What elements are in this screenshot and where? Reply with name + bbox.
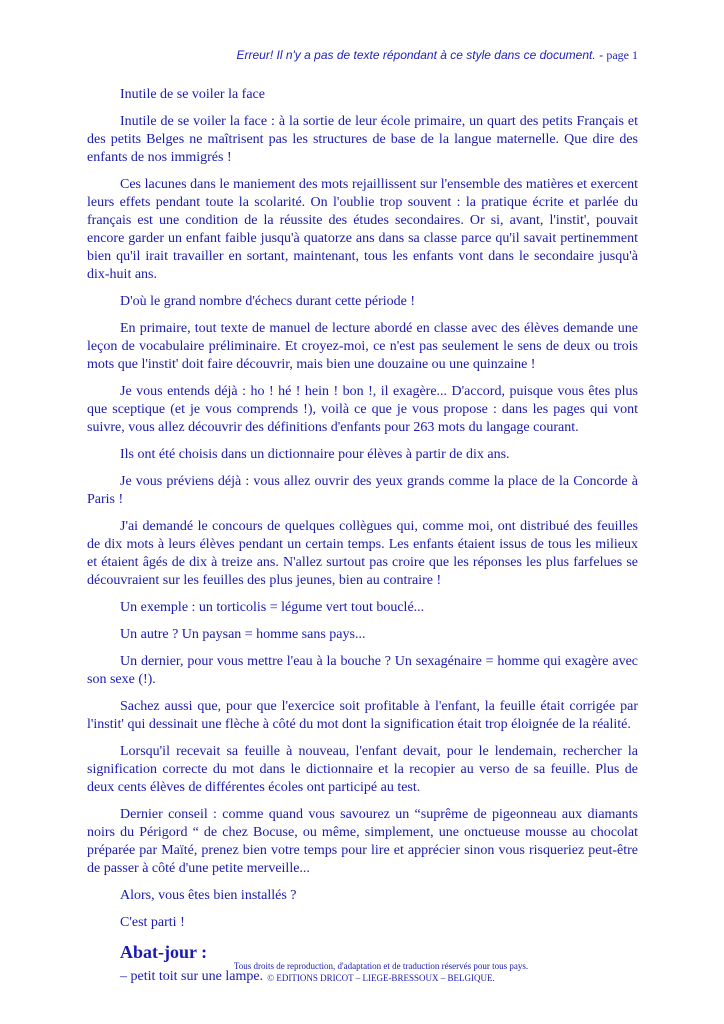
paragraph: Je vous entends déjà : ho ! hé ! hein ! bon !, il exagère... D'accord, puisque vous êtes plus que sceptique (et je vous comprends !), voilà ce que je vous propose : dans les pages qui vont suivre, vous allez découvrir des définitions d'enfants pour 263 mots du langage courant. bbox=[87, 384, 638, 435]
footer-rights-line: Tous droits de reproduction, d'adaptation et de traduction réservés pour tous pays. bbox=[233, 961, 529, 971]
paragraph: Un autre ? Un paysan = homme sans pays... bbox=[120, 627, 366, 642]
page-footer bbox=[0, 960, 724, 984]
paragraph: Inutile de se voiler la face : à la sortie de leur école primaire, un quart des petits Français et des petits Belges ne maîtrisent pas les structures de base de la langue maternelle. Que dire des enfants de nos immigrés ! bbox=[87, 114, 638, 165]
paragraph: Un dernier, pour vous mettre l'eau à la bouche ? Un sexagénaire = homme qui exagère avec son sexe (!). bbox=[87, 654, 638, 687]
footer-publisher-line: © EDITIONS DRICOT – LIEGE-BRESSOUX – BELGIQUE. bbox=[267, 973, 495, 983]
paragraph: Je vous préviens déjà : vous allez ouvrir des yeux grands comme la place de la Concorde à Paris ! bbox=[87, 474, 638, 507]
header-error-text: Erreur! Il n'y a pas de texte répondant à ce style dans ce document. bbox=[236, 48, 596, 62]
entry-heading: Abat-jour : bbox=[120, 942, 208, 962]
header-separator: - bbox=[595, 48, 607, 62]
paragraph: Alors, vous êtes bien installés ? bbox=[120, 888, 297, 903]
paragraph: Ces lacunes dans le maniement des mots rejaillissent sur l'ensemble des matières et exercent leurs effets pendant toute la scolarité. On l'oublie trop souvent : la pratique écrite et parlée du français est une condition de la réussite des études secondaires. Or si, avant, l'instit', pouvait encore garder un enfant faible jusqu'à quatorze ans dans sa classe parce qu'il savait pertinemment bien qu'il irait travailler en sortant, maintenant, tous les enfants vont dans le secondaire jusqu'à dix-huit ans. bbox=[87, 177, 638, 282]
paragraph: Ils ont été choisis dans un dictionnaire pour élèves à partir de dix ans. bbox=[120, 447, 510, 462]
paragraph: D'où le grand nombre d'échecs durant cette période ! bbox=[120, 294, 416, 309]
entry-definition: – petit toit sur une lampe. bbox=[120, 969, 264, 984]
paragraph: Inutile de se voiler la face bbox=[120, 87, 265, 102]
page-header bbox=[237, 48, 639, 63]
paragraph: C'est parti ! bbox=[120, 915, 185, 930]
paragraph: En primaire, tout texte de manuel de lecture abordé en classe avec des élèves demande une leçon de vocabulaire préliminaire. Et croyez-moi, ce n'est pas seulement le sens de deux ou trois mots que l'instit' doit faire découvrir, mais bien une douzaine ou une quinzaine ! bbox=[87, 321, 638, 372]
paragraph: Sachez aussi que, pour que l'exercice soit profitable à l'enfant, la feuille était corrigée par l'instit' qui dessinait une flèche à côté du mot dont la signification était trop éloignée de la réalité. bbox=[87, 699, 638, 732]
document-body bbox=[87, 86, 638, 995]
paragraph: Lorsqu'il recevait sa feuille à nouveau, l'enfant devait, pour le lendemain, rechercher la signification correcte du mot dans le dictionnaire et la recopier au verso de sa feuille. Plus de deux cents élèves de différentes écoles ont participé au test. bbox=[87, 744, 638, 795]
paragraph: Dernier conseil : comme quand vous savourez un “suprême de pigeonneau aux diamants noirs du Périgord “ de chez Bocuse, ou même, simplement, une onctueuse mousse au chocolat préparée par Maïté, prenez bien votre temps pour lire et apprécier sinon vous risqueriez peut-être de passer à côté d'une petite merveille... bbox=[87, 807, 638, 876]
paragraph: Un exemple : un torticolis = légume vert tout bouclé... bbox=[120, 600, 425, 615]
page-number: page 1 bbox=[606, 48, 638, 62]
paragraph: J'ai demandé le concours de quelques collègues qui, comme moi, ont distribué des feuilles de dix mots à leurs élèves pendant un certain temps. Les enfants étaient issus de tous les milieux et étaient âgés de dix à treize ans. N'allez surtout pas croire que les réponses les plus farfelues se découvraient sur les feuilles des plus jeunes, bien au contraire ! bbox=[87, 519, 638, 588]
